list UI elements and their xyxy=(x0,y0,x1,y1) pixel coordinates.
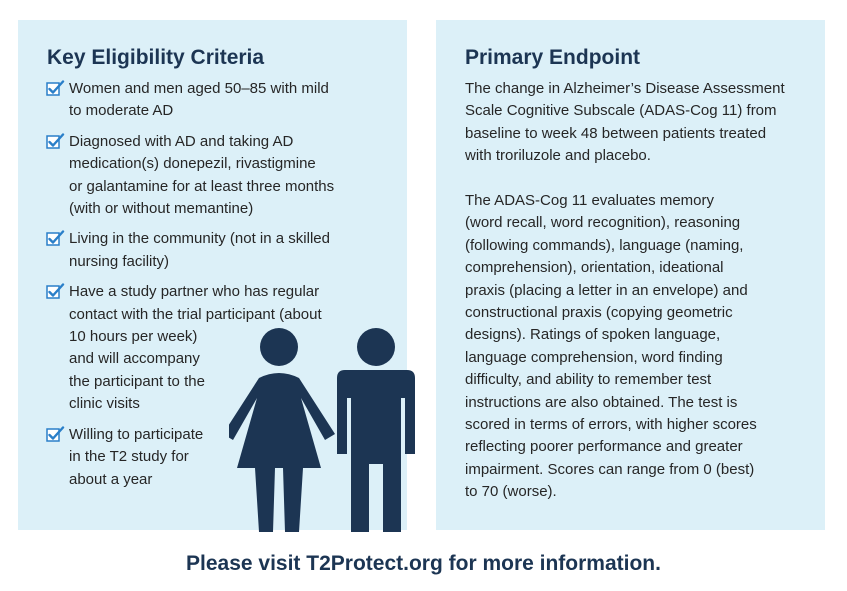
endpoint-text-line: constructional praxis (copying geometric xyxy=(465,304,733,322)
eligibility-title: Key Eligibility Criteria xyxy=(47,46,265,69)
endpoint-text-line: baseline to week 48 between patients treated xyxy=(465,124,767,142)
checkbox-checked-icon xyxy=(46,283,65,300)
criterion-text-line: the participant to the xyxy=(69,372,205,390)
criterion-text-line: 10 hours per week) xyxy=(69,328,198,346)
criterion-text-line: and will accompany xyxy=(69,350,200,368)
criterion-text-line: clinic visits xyxy=(69,395,140,413)
footer-cta: Please visit T2Protect.org for more information. xyxy=(186,552,661,575)
criterion-text-line: (with or without memantine) xyxy=(69,200,254,218)
endpoint-text-line: Scale Cognitive Subscale (ADAS-Cog 11) from xyxy=(465,102,777,120)
endpoint-text-line: impairment. Scores can range from 0 (best) xyxy=(465,460,755,478)
checkbox-checked-icon xyxy=(46,133,65,150)
checkbox-checked-icon xyxy=(46,426,65,443)
endpoint-text-line: comprehension), orientation, ideational xyxy=(465,259,724,277)
criterion-text-line: Women and men aged 50–85 with mild xyxy=(69,80,329,97)
criterion-text-line: Living in the community (not in a skilled xyxy=(69,230,330,248)
endpoint-text-line: (following commands), language (naming, xyxy=(465,236,744,254)
criterion-text-line: Diagnosed with AD and taking AD xyxy=(69,132,294,150)
endpoint-text-line: instructions are also obtained. The test is xyxy=(465,393,738,411)
criterion-item xyxy=(46,131,334,221)
woman-man-figures-icon xyxy=(229,326,419,532)
criterion-text-line: about a year xyxy=(69,470,153,488)
criterion-text-line: or galantamine for at least three months xyxy=(69,177,335,195)
endpoint-paragraph xyxy=(465,190,810,504)
criterion-text-line: contact with the trial participant (about xyxy=(69,305,322,323)
endpoint-paragraph xyxy=(465,78,810,168)
criterion-text-line: to moderate AD xyxy=(69,102,174,120)
endpoint-text-line: praxis (placing a letter in an envelope) and xyxy=(465,281,748,299)
endpoint-text-line: language comprehension, word finding xyxy=(465,348,723,366)
endpoint-text-line: scored in terms of errors, with higher scores xyxy=(465,416,757,434)
checkbox-checked-icon xyxy=(46,230,65,247)
endpoint-text-line: The ADAS-Cog 11 evaluates memory xyxy=(465,192,715,210)
endpoint-description xyxy=(465,78,810,504)
checkbox-checked-icon xyxy=(46,80,65,97)
endpoint-panel xyxy=(436,20,825,530)
criterion-text-line: nursing facility) xyxy=(69,252,170,270)
endpoint-text-line: reflecting poorer performance and greater xyxy=(465,438,743,456)
endpoint-text-line: designs). Ratings of spoken language, xyxy=(465,326,721,344)
criterion-text-line: medication(s) donepezil, rivastigmine xyxy=(69,155,316,173)
endpoint-text-line: (word recall, word recognition), reasoning xyxy=(465,214,741,232)
criterion-item xyxy=(46,228,334,273)
criterion-text-line: Have a study partner who has regular xyxy=(69,283,320,301)
criterion-text-line: in the T2 study for xyxy=(69,448,189,466)
endpoint-text-line: The change in Alzheimer’s Disease Assessment xyxy=(465,80,785,97)
endpoint-text-line: to 70 (worse). xyxy=(465,483,557,501)
endpoint-title: Primary Endpoint xyxy=(465,46,641,69)
criterion-text-line: Willing to participate xyxy=(69,425,204,443)
endpoint-text-line: with troriluzole and placebo. xyxy=(465,147,651,165)
criterion-item xyxy=(46,78,334,123)
endpoint-text-line: difficulty, and ability to remember test xyxy=(465,371,712,389)
